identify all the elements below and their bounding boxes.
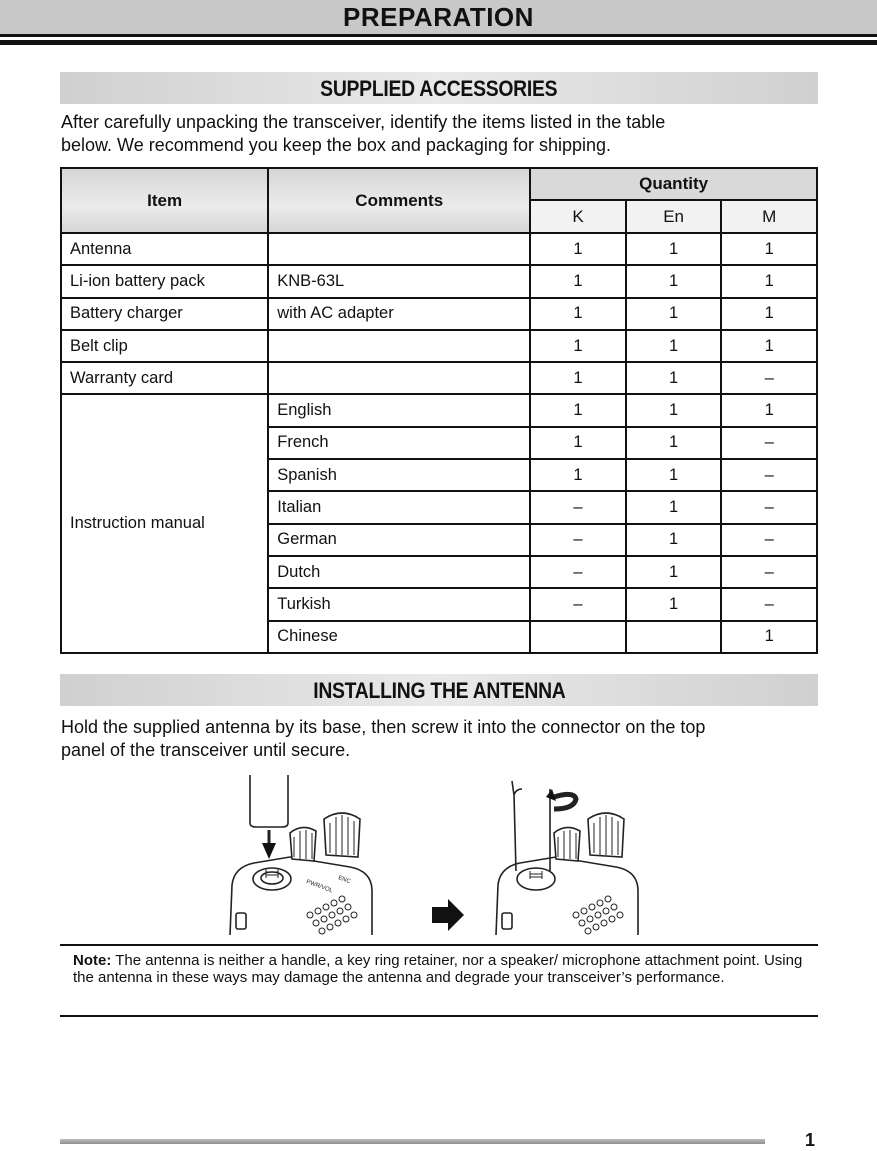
cell-qty-m: 1: [721, 330, 817, 362]
arrow-right-icon: [432, 899, 464, 931]
cell-qty-m: 1: [721, 265, 817, 297]
cell-item: Warranty card: [61, 362, 268, 394]
header-m: M: [721, 200, 817, 233]
cell-item: Antenna: [61, 233, 268, 265]
cell-qty-en: 1: [626, 427, 722, 459]
cell-comment: [268, 362, 530, 394]
knob-label-enc: ENC: [337, 875, 352, 886]
cell-qty-k: –: [530, 491, 626, 523]
cell-comment: with AC adapter: [268, 298, 530, 330]
cell-comment: Spanish: [268, 459, 530, 491]
section-heading-installing-antenna: [60, 674, 818, 706]
cell-qty-k: 1: [530, 394, 626, 426]
cell-comment: Turkish: [268, 588, 530, 620]
note-label: Note:: [73, 952, 112, 969]
cell-comment: French: [268, 427, 530, 459]
cell-comment: [268, 330, 530, 362]
cell-qty-en: 1: [626, 298, 722, 330]
cell-qty-en: 1: [626, 265, 722, 297]
table-row: [61, 298, 817, 330]
header-k: K: [530, 200, 626, 233]
cell-qty-m: –: [721, 459, 817, 491]
title-rule-top: [0, 34, 877, 37]
cell-qty-en: 1: [626, 330, 722, 362]
page-title: PREPARATION: [343, 2, 534, 32]
note-rule-bottom: [60, 1015, 818, 1017]
cell-item: Battery charger: [61, 298, 268, 330]
cell-qty-en: 1: [626, 556, 722, 588]
antenna-line-2: panel of the transceiver until secure.: [61, 740, 351, 760]
cell-qty-k: 1: [530, 265, 626, 297]
cell-comment: [268, 233, 530, 265]
cell-qty-k: –: [530, 588, 626, 620]
cell-item: Li-ion battery pack: [61, 265, 268, 297]
table-row: [61, 265, 817, 297]
section-heading-supplied-accessories: [60, 72, 818, 104]
cell-qty-m: –: [721, 491, 817, 523]
cell-qty-m: 1: [721, 394, 817, 426]
cell-qty-en: 1: [626, 233, 722, 265]
accessories-table: [60, 167, 818, 654]
table-row: [61, 233, 817, 265]
cell-qty-m: –: [721, 556, 817, 588]
cell-comment: Dutch: [268, 556, 530, 588]
note-text: The antenna is neither a handle, a key ring retainer, nor a speaker/ microphone attachment point. Using the antenna in these ways may damage the antenna and degrade your transceiver’s performance.: [73, 952, 803, 986]
cell-comment: German: [268, 524, 530, 556]
cell-qty-m: –: [721, 427, 817, 459]
cell-qty-k: 1: [530, 427, 626, 459]
cell-comment: English: [268, 394, 530, 426]
cell-qty-m: –: [721, 524, 817, 556]
header-comments: Comments: [268, 168, 530, 233]
cell-qty-k: 1: [530, 298, 626, 330]
cell-qty-k: [530, 621, 626, 653]
cell-qty-en: 1: [626, 459, 722, 491]
section-heading-text: INSTALLING THE ANTENNA: [312, 678, 566, 703]
table-row: [61, 362, 817, 394]
table-row: [61, 394, 817, 426]
cell-qty-m: 1: [721, 298, 817, 330]
cell-qty-m: 1: [721, 233, 817, 265]
supplied-intro: [61, 111, 821, 157]
cell-qty-en: 1: [626, 588, 722, 620]
cell-qty-k: –: [530, 556, 626, 588]
radio-before-illustration: [230, 775, 372, 935]
cell-item-instruction-manual: Instruction manual: [61, 394, 268, 653]
table-row: [61, 330, 817, 362]
antenna-installation-illustration: [220, 775, 660, 935]
cell-qty-en: 1: [626, 362, 722, 394]
cell-qty-k: –: [530, 524, 626, 556]
cell-qty-k: 1: [530, 330, 626, 362]
cell-qty-k: 1: [530, 362, 626, 394]
cell-comment: Italian: [268, 491, 530, 523]
knob-label-pwr-vol: PWR/VOL: [305, 879, 334, 895]
cell-comment: KNB-63L: [268, 265, 530, 297]
note-block: [73, 953, 803, 986]
cell-qty-m: –: [721, 362, 817, 394]
intro-line-1: After carefully unpacking the transceiver, identify the items listed in the table: [61, 112, 666, 132]
intro-line-2: below. We recommend you keep the box and packaging for shipping.: [61, 135, 612, 155]
header-en: En: [626, 200, 722, 233]
header-item: Item: [61, 168, 268, 233]
radio-after-illustration: [496, 781, 638, 935]
cell-qty-en: 1: [626, 524, 722, 556]
cell-item: Belt clip: [61, 330, 268, 362]
header-quantity: Quantity: [530, 168, 817, 200]
cell-qty-m: –: [721, 588, 817, 620]
cell-qty-en: 1: [626, 394, 722, 426]
antenna-line-1: Hold the supplied antenna by its base, then screw it into the connector on the top: [61, 717, 706, 737]
section-heading-text: SUPPLIED ACCESSORIES: [320, 76, 558, 101]
page-title-bar: [0, 0, 877, 34]
cell-comment: Chinese: [268, 621, 530, 653]
cell-qty-k: 1: [530, 233, 626, 265]
page-number: 1: [805, 1130, 816, 1150]
antenna-instructions: [61, 716, 821, 762]
footer-bar: [60, 1139, 765, 1144]
cell-qty-en: [626, 621, 722, 653]
cell-qty-k: 1: [530, 459, 626, 491]
cell-qty-en: 1: [626, 491, 722, 523]
note-rule-top: [60, 944, 818, 946]
title-rule-bottom: [0, 40, 877, 45]
cell-qty-m: 1: [721, 621, 817, 653]
